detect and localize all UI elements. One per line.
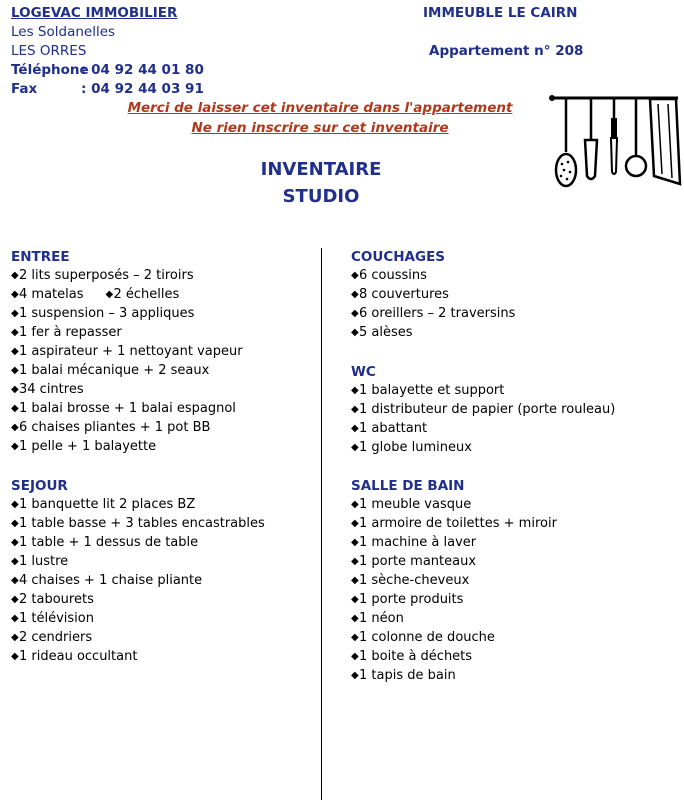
bullet-icon: ◆ [351, 289, 359, 300]
bullet-icon: ◆ [11, 422, 19, 433]
list-item: ◆2 cendriers [11, 630, 93, 645]
section-heading-sejour: SEJOUR [11, 478, 68, 494]
list-item: ◆1 abattant [351, 421, 428, 436]
list-item: ◆1 rideau occultant [11, 649, 138, 664]
list-item: ◆6 oreillers – 2 traversins [351, 306, 516, 321]
list-item: ◆1 aspirateur + 1 nettoyant vapeur [11, 344, 243, 359]
list-item: ◆1 tapis de bain [351, 668, 456, 683]
list-item: ◆1 armoire de toilettes + miroir [351, 516, 557, 531]
list-item: ◆1 balai mécanique + 2 seaux [11, 363, 210, 378]
address-line-1: Les Soldanelles [11, 24, 116, 40]
bullet-icon: ◆ [11, 594, 19, 605]
bullet-icon: ◆ [351, 499, 359, 510]
company-name: LOGEVAC IMMOBILIER [11, 5, 178, 21]
bullet-icon: ◆ [351, 404, 359, 415]
list-item: ◆1 machine à laver [351, 535, 477, 550]
list-item: ◆34 cintres [11, 382, 84, 397]
bullet-icon: ◆ [11, 289, 19, 300]
section-heading-entree: ENTREE [11, 249, 70, 265]
list-item: ◆1 lustre [11, 554, 69, 569]
list-item: ◆1 télévision [11, 611, 94, 626]
bullet-icon: ◆ [105, 289, 114, 300]
list-item: ◆1 table basse + 3 tables encastrables [11, 516, 265, 531]
list-item: ◆6 coussins [351, 268, 427, 283]
phone-label: Téléphone [11, 62, 89, 78]
bullet-icon: ◆ [351, 308, 359, 319]
section-heading-salle-de-bain: SALLE DE BAIN [351, 478, 465, 494]
list-item: ◆4 chaises + 1 chaise pliante [11, 573, 203, 588]
bullet-icon: ◆ [351, 651, 359, 662]
bullet-icon: ◆ [11, 651, 19, 662]
bullet-icon: ◆ [11, 613, 19, 624]
bullet-icon: ◆ [11, 365, 19, 376]
list-item: ◆2 tabourets [11, 592, 94, 607]
bullet-icon: ◆ [11, 441, 19, 452]
bullet-icon: ◆ [11, 575, 19, 586]
section-heading-wc: WC [351, 364, 376, 380]
list-item: ◆1 globe lumineux [351, 440, 472, 455]
list-item: ◆2 lits superposés – 2 tiroirs [11, 268, 194, 283]
fax-value: : 04 92 44 03 91 [81, 81, 204, 97]
phone-line [11, 62, 204, 78]
section-heading-couchages: COUCHAGES [351, 249, 446, 265]
bullet-icon: ◆ [351, 575, 359, 586]
list-item: ◆1 balayette et support [351, 383, 505, 398]
bullet-icon: ◆ [11, 556, 19, 567]
bullet-icon: ◆ [351, 594, 359, 605]
bullet-icon: ◆ [351, 270, 359, 281]
bullet-icon: ◆ [351, 423, 359, 434]
list-item: ◆1 suspension – 3 appliques [11, 306, 195, 321]
bullet-icon: ◆ [11, 327, 19, 338]
fax-label: Fax [11, 81, 38, 97]
list-item: ◆1 table + 1 dessus de table [11, 535, 199, 550]
list-item: ◆1 porte manteaux [351, 554, 477, 569]
bullet-icon: ◆ [351, 442, 359, 453]
bullet-icon: ◆ [351, 670, 359, 681]
bullet-icon: ◆ [11, 308, 19, 319]
list-item: ◆6 chaises pliantes + 1 pot BB [11, 420, 211, 435]
list-item: ◆8 couvertures [351, 287, 449, 302]
bullet-icon: ◆ [351, 385, 359, 396]
bullet-icon: ◆ [11, 384, 19, 395]
list-item: ◆1 porte produits [351, 592, 464, 607]
notice-do-not-write: Ne rien inscrire sur cet inventaire [191, 120, 449, 136]
bullet-icon: ◆ [351, 327, 359, 338]
bullet-icon: ◆ [11, 537, 19, 548]
bullet-icon: ◆ [11, 403, 19, 414]
list-item: ◆1 meuble vasque [351, 497, 472, 512]
list-item: ◆1 boite à déchets [351, 649, 473, 664]
bullet-icon: ◆ [11, 270, 19, 281]
phone-value: : 04 92 44 01 80 [81, 62, 204, 78]
list-item: ◆1 colonne de douche [351, 630, 495, 645]
list-item: ◆1 sèche-cheveux [351, 573, 470, 588]
building-name: IMMEUBLE LE CAIRN [423, 5, 578, 21]
bullet-icon: ◆ [11, 632, 19, 643]
list-item: ◆1 balai brosse + 1 balai espagnol [11, 401, 236, 416]
bullet-icon: ◆ [351, 518, 359, 529]
bullet-icon: ◆ [351, 556, 359, 567]
list-item: ◆1 néon [351, 611, 404, 626]
column-divider [321, 248, 322, 800]
bullet-icon: ◆ [11, 499, 19, 510]
list-item: ◆1 pelle + 1 balayette [11, 439, 157, 454]
apartment-number: Appartement n° 208 [429, 43, 584, 59]
bullet-icon: ◆ [11, 346, 19, 357]
bullet-icon: ◆ [351, 613, 359, 624]
list-item: ◆1 banquette lit 2 places BZ [11, 497, 196, 512]
document-title: INVENTAIRE [260, 159, 382, 180]
document-subtitle: STUDIO [282, 186, 360, 207]
fax-line [11, 81, 204, 97]
address-line-2: LES ORRES [11, 43, 87, 59]
bullet-icon: ◆ [11, 518, 19, 529]
notice-leave-inventory: Merci de laisser cet inventaire dans l'appartement [127, 100, 513, 116]
list-item: ◆1 fer à repasser [11, 325, 122, 340]
list-item: ◆1 distributeur de papier (porte rouleau) [351, 402, 616, 417]
list-item: ◆5 alèses [351, 325, 413, 340]
bullet-icon: ◆ [351, 537, 359, 548]
bullet-icon: ◆ [351, 632, 359, 643]
list-item: ◆4 matelas ◆2 échelles [11, 287, 180, 302]
